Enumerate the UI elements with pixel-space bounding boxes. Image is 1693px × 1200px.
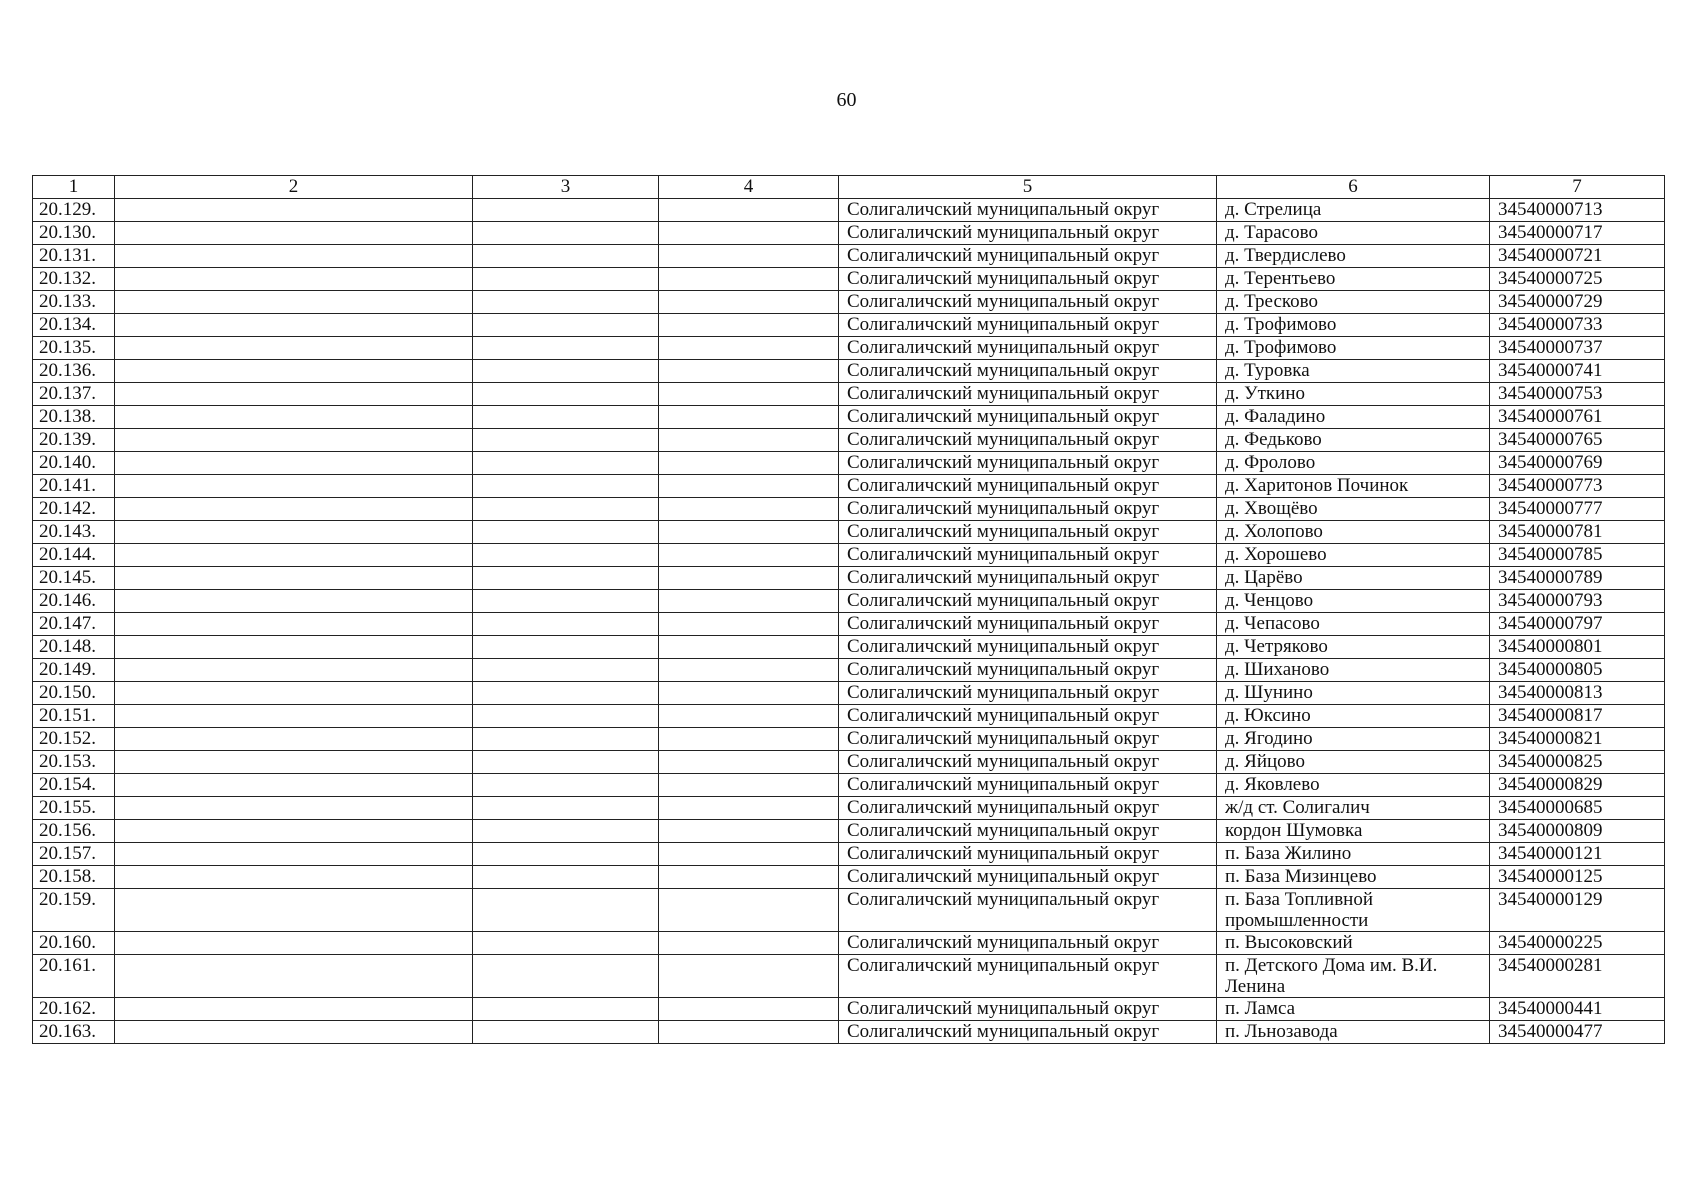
table-row xyxy=(33,498,1665,521)
row-number-cell: 20.153. xyxy=(33,751,115,774)
table-row xyxy=(33,245,1665,268)
municipality-cell: Солигаличский муниципальный округ xyxy=(839,475,1217,498)
oktmo-code-cell: 34540000729 xyxy=(1490,291,1665,314)
settlement-cell: п. База Топливной промышленности xyxy=(1217,889,1490,932)
col4-cell xyxy=(659,797,839,820)
col4-cell xyxy=(659,544,839,567)
row-number-cell: 20.146. xyxy=(33,590,115,613)
col3-cell xyxy=(473,475,659,498)
row-number-cell: 20.135. xyxy=(33,337,115,360)
col2-cell xyxy=(115,728,473,751)
municipality-cell: Солигаличский муниципальный округ xyxy=(839,797,1217,820)
municipality-cell: Солигаличский муниципальный округ xyxy=(839,659,1217,682)
col3-cell xyxy=(473,613,659,636)
oktmo-code-cell: 34540000733 xyxy=(1490,314,1665,337)
table-row xyxy=(33,222,1665,245)
row-number-cell: 20.139. xyxy=(33,429,115,452)
settlement-cell: д. Терентьево xyxy=(1217,268,1490,291)
row-number-cell: 20.130. xyxy=(33,222,115,245)
oktmo-code-cell: 34540000717 xyxy=(1490,222,1665,245)
settlement-cell: д. Фролово xyxy=(1217,452,1490,475)
settlement-cell: д. Стрелица xyxy=(1217,199,1490,222)
settlement-cell: п. Детского Дома им. В.И. Ленина xyxy=(1217,955,1490,998)
col2-cell xyxy=(115,866,473,889)
row-number-cell: 20.134. xyxy=(33,314,115,337)
municipality-cell: Солигаличский муниципальный округ xyxy=(839,544,1217,567)
col3-cell xyxy=(473,314,659,337)
row-number-cell: 20.158. xyxy=(33,866,115,889)
col4-cell xyxy=(659,337,839,360)
table-header xyxy=(33,176,1665,199)
column-header-5: 5 xyxy=(839,176,1217,199)
col3-cell xyxy=(473,682,659,705)
municipality-cell: Солигаличский муниципальный округ xyxy=(839,705,1217,728)
table-row xyxy=(33,429,1665,452)
col4-cell xyxy=(659,998,839,1021)
col4-cell xyxy=(659,383,839,406)
municipality-cell: Солигаличский муниципальный округ xyxy=(839,429,1217,452)
row-number-cell: 20.147. xyxy=(33,613,115,636)
col3-cell xyxy=(473,452,659,475)
col2-cell xyxy=(115,820,473,843)
oktmo-code-cell: 34540000825 xyxy=(1490,751,1665,774)
col4-cell xyxy=(659,932,839,955)
col3-cell xyxy=(473,843,659,866)
col3-cell xyxy=(473,521,659,544)
col2-cell xyxy=(115,360,473,383)
municipality-cell: Солигаличский муниципальный округ xyxy=(839,728,1217,751)
col4-cell xyxy=(659,682,839,705)
municipality-cell: Солигаличский муниципальный округ xyxy=(839,636,1217,659)
settlement-cell: д. Царёво xyxy=(1217,567,1490,590)
col4-cell xyxy=(659,268,839,291)
col2-cell xyxy=(115,314,473,337)
table-row xyxy=(33,544,1665,567)
oktmo-code-cell: 34540000477 xyxy=(1490,1021,1665,1044)
table-row xyxy=(33,452,1665,475)
settlement-cell: д. Ягодино xyxy=(1217,728,1490,751)
settlement-cell: д. Тресково xyxy=(1217,291,1490,314)
col3-cell xyxy=(473,889,659,932)
settlement-cell: п. База Жилино xyxy=(1217,843,1490,866)
col2-cell xyxy=(115,567,473,590)
municipality-cell: Солигаличский муниципальный округ xyxy=(839,1021,1217,1044)
col3-cell xyxy=(473,705,659,728)
row-number-cell: 20.141. xyxy=(33,475,115,498)
table-row xyxy=(33,705,1665,728)
oktmo-code-cell: 34540000125 xyxy=(1490,866,1665,889)
settlement-cell: д. Юксино xyxy=(1217,705,1490,728)
row-number-cell: 20.163. xyxy=(33,1021,115,1044)
municipality-cell: Солигаличский муниципальный округ xyxy=(839,314,1217,337)
municipality-cell: Солигаличский муниципальный округ xyxy=(839,866,1217,889)
col2-cell xyxy=(115,268,473,291)
row-number-cell: 20.157. xyxy=(33,843,115,866)
col2-cell xyxy=(115,659,473,682)
col3-cell xyxy=(473,291,659,314)
table-row xyxy=(33,314,1665,337)
municipality-cell: Солигаличский муниципальный округ xyxy=(839,337,1217,360)
table-row xyxy=(33,636,1665,659)
col4-cell xyxy=(659,843,839,866)
municipality-cell: Солигаличский муниципальный округ xyxy=(839,932,1217,955)
col4-cell xyxy=(659,498,839,521)
municipality-cell: Солигаличский муниципальный округ xyxy=(839,889,1217,932)
col2-cell xyxy=(115,998,473,1021)
table-row xyxy=(33,1021,1665,1044)
column-header-1: 1 xyxy=(33,176,115,199)
settlement-cell: д. Четряково xyxy=(1217,636,1490,659)
col2-cell xyxy=(115,498,473,521)
col4-cell xyxy=(659,590,839,613)
table-row xyxy=(33,682,1665,705)
row-number-cell: 20.148. xyxy=(33,636,115,659)
col3-cell xyxy=(473,498,659,521)
settlement-cell: д. Холопово xyxy=(1217,521,1490,544)
column-header-6: 6 xyxy=(1217,176,1490,199)
col2-cell xyxy=(115,452,473,475)
row-number-cell: 20.151. xyxy=(33,705,115,728)
municipality-cell: Солигаличский муниципальный округ xyxy=(839,199,1217,222)
table-row xyxy=(33,774,1665,797)
col3-cell xyxy=(473,955,659,998)
table-row xyxy=(33,291,1665,314)
municipality-cell: Солигаличский муниципальный округ xyxy=(839,383,1217,406)
settlement-cell: кордон Шумовка xyxy=(1217,820,1490,843)
municipality-cell: Солигаличский муниципальный округ xyxy=(839,955,1217,998)
column-header-2: 2 xyxy=(115,176,473,199)
col2-cell xyxy=(115,291,473,314)
col4-cell xyxy=(659,636,839,659)
table-row xyxy=(33,659,1665,682)
row-number-cell: 20.129. xyxy=(33,199,115,222)
settlement-cell: п. Высоковский xyxy=(1217,932,1490,955)
header-row xyxy=(33,176,1665,199)
col2-cell xyxy=(115,843,473,866)
col3-cell xyxy=(473,636,659,659)
row-number-cell: 20.142. xyxy=(33,498,115,521)
col4-cell xyxy=(659,475,839,498)
col2-cell xyxy=(115,889,473,932)
row-number-cell: 20.159. xyxy=(33,889,115,932)
col2-cell xyxy=(115,613,473,636)
row-number-cell: 20.145. xyxy=(33,567,115,590)
row-number-cell: 20.133. xyxy=(33,291,115,314)
row-number-cell: 20.150. xyxy=(33,682,115,705)
col4-cell xyxy=(659,360,839,383)
oktmo-code-cell: 34540000781 xyxy=(1490,521,1665,544)
col4-cell xyxy=(659,521,839,544)
col4-cell xyxy=(659,567,839,590)
municipality-cell: Солигаличский муниципальный округ xyxy=(839,774,1217,797)
settlement-cell: д. Яковлево xyxy=(1217,774,1490,797)
oktmo-code-cell: 34540000737 xyxy=(1490,337,1665,360)
settlement-cell: д. Трофимово xyxy=(1217,314,1490,337)
col2-cell xyxy=(115,774,473,797)
col2-cell xyxy=(115,797,473,820)
col4-cell xyxy=(659,659,839,682)
settlement-cell: ж/д ст. Солигалич xyxy=(1217,797,1490,820)
table-row xyxy=(33,751,1665,774)
settlement-cell: д. Хорошево xyxy=(1217,544,1490,567)
row-number-cell: 20.144. xyxy=(33,544,115,567)
settlement-cell: п. Ламса xyxy=(1217,998,1490,1021)
oktmo-code-cell: 34540000121 xyxy=(1490,843,1665,866)
municipality-cell: Солигаличский муниципальный округ xyxy=(839,406,1217,429)
municipality-cell: Солигаличский муниципальный округ xyxy=(839,222,1217,245)
col3-cell xyxy=(473,774,659,797)
col4-cell xyxy=(659,613,839,636)
col4-cell xyxy=(659,1021,839,1044)
oktmo-code-cell: 34540000441 xyxy=(1490,998,1665,1021)
table-row xyxy=(33,268,1665,291)
settlement-cell: д. Трофимово xyxy=(1217,337,1490,360)
settlement-cell: д. Ченцово xyxy=(1217,590,1490,613)
col2-cell xyxy=(115,245,473,268)
col3-cell xyxy=(473,820,659,843)
oktmo-code-cell: 34540000785 xyxy=(1490,544,1665,567)
row-number-cell: 20.149. xyxy=(33,659,115,682)
col3-cell xyxy=(473,866,659,889)
col4-cell xyxy=(659,889,839,932)
col4-cell xyxy=(659,955,839,998)
oktmo-code-cell: 34540000725 xyxy=(1490,268,1665,291)
municipality-cell: Солигаличский муниципальный округ xyxy=(839,682,1217,705)
row-number-cell: 20.140. xyxy=(33,452,115,475)
oktmo-code-cell: 34540000789 xyxy=(1490,567,1665,590)
oktmo-code-cell: 34540000773 xyxy=(1490,475,1665,498)
row-number-cell: 20.132. xyxy=(33,268,115,291)
col3-cell xyxy=(473,544,659,567)
col3-cell xyxy=(473,1021,659,1044)
col2-cell xyxy=(115,590,473,613)
oktmo-code-cell: 34540000225 xyxy=(1490,932,1665,955)
table-row xyxy=(33,521,1665,544)
col4-cell xyxy=(659,291,839,314)
col4-cell xyxy=(659,705,839,728)
oktmo-code-cell: 34540000753 xyxy=(1490,383,1665,406)
col2-cell xyxy=(115,636,473,659)
oktmo-code-cell: 34540000809 xyxy=(1490,820,1665,843)
row-number-cell: 20.143. xyxy=(33,521,115,544)
settlement-cell: д. Чепасово xyxy=(1217,613,1490,636)
col4-cell xyxy=(659,820,839,843)
municipality-cell: Солигаличский муниципальный округ xyxy=(839,268,1217,291)
col4-cell xyxy=(659,199,839,222)
municipality-cell: Солигаличский муниципальный округ xyxy=(839,360,1217,383)
settlement-cell: п. Льнозавода xyxy=(1217,1021,1490,1044)
col3-cell xyxy=(473,659,659,682)
municipality-cell: Солигаличский муниципальный округ xyxy=(839,843,1217,866)
column-header-7: 7 xyxy=(1490,176,1665,199)
col4-cell xyxy=(659,452,839,475)
col4-cell xyxy=(659,728,839,751)
col3-cell xyxy=(473,932,659,955)
oktmo-code-cell: 34540000765 xyxy=(1490,429,1665,452)
col3-cell xyxy=(473,383,659,406)
col3-cell xyxy=(473,590,659,613)
table-row xyxy=(33,406,1665,429)
oktmo-code-cell: 34540000813 xyxy=(1490,682,1665,705)
oktmo-code-cell: 34540000793 xyxy=(1490,590,1665,613)
oktmo-code-cell: 34540000797 xyxy=(1490,613,1665,636)
table-row xyxy=(33,567,1665,590)
row-number-cell: 20.156. xyxy=(33,820,115,843)
col2-cell xyxy=(115,199,473,222)
settlement-cell: д. Фаладино xyxy=(1217,406,1490,429)
settlement-cell: д. Хвощёво xyxy=(1217,498,1490,521)
settlement-cell: д. Твердислево xyxy=(1217,245,1490,268)
municipality-cell: Солигаличский муниципальный округ xyxy=(839,590,1217,613)
municipality-cell: Солигаличский муниципальный округ xyxy=(839,820,1217,843)
column-header-3: 3 xyxy=(473,176,659,199)
col3-cell xyxy=(473,797,659,820)
oktmo-code-cell: 34540000829 xyxy=(1490,774,1665,797)
settlement-cell: д. Уткино xyxy=(1217,383,1490,406)
col4-cell xyxy=(659,866,839,889)
col2-cell xyxy=(115,955,473,998)
row-number-cell: 20.138. xyxy=(33,406,115,429)
row-number-cell: 20.160. xyxy=(33,932,115,955)
col3-cell xyxy=(473,567,659,590)
settlement-cell: д. Шунино xyxy=(1217,682,1490,705)
col3-cell xyxy=(473,199,659,222)
col4-cell xyxy=(659,774,839,797)
col4-cell xyxy=(659,751,839,774)
table-row xyxy=(33,932,1665,955)
row-number-cell: 20.136. xyxy=(33,360,115,383)
col2-cell xyxy=(115,337,473,360)
settlement-cell: п. База Мизинцево xyxy=(1217,866,1490,889)
col3-cell xyxy=(473,751,659,774)
col3-cell xyxy=(473,245,659,268)
col2-cell xyxy=(115,222,473,245)
column-header-4: 4 xyxy=(659,176,839,199)
oktmo-code-cell: 34540000129 xyxy=(1490,889,1665,932)
row-number-cell: 20.162. xyxy=(33,998,115,1021)
municipality-cell: Солигаличский муниципальный округ xyxy=(839,291,1217,314)
oktmo-code-cell: 34540000801 xyxy=(1490,636,1665,659)
municipality-cell: Солигаличский муниципальный округ xyxy=(839,567,1217,590)
table-row xyxy=(33,820,1665,843)
row-number-cell: 20.131. xyxy=(33,245,115,268)
oktmo-code-cell: 34540000777 xyxy=(1490,498,1665,521)
settlement-cell: д. Федьково xyxy=(1217,429,1490,452)
col4-cell xyxy=(659,429,839,452)
municipality-cell: Солигаличский муниципальный округ xyxy=(839,498,1217,521)
col3-cell xyxy=(473,998,659,1021)
table-row xyxy=(33,383,1665,406)
col3-cell xyxy=(473,337,659,360)
table-row xyxy=(33,955,1665,998)
settlement-cell: д. Яйцово xyxy=(1217,751,1490,774)
settlement-cell: д. Харитонов Починок xyxy=(1217,475,1490,498)
oktmo-code-cell: 34540000821 xyxy=(1490,728,1665,751)
col2-cell xyxy=(115,705,473,728)
col3-cell xyxy=(473,360,659,383)
oktmo-code-cell: 34540000761 xyxy=(1490,406,1665,429)
table-body xyxy=(33,199,1665,1044)
settlement-cell: д. Туровка xyxy=(1217,360,1490,383)
col2-cell xyxy=(115,751,473,774)
col4-cell xyxy=(659,245,839,268)
table-row xyxy=(33,590,1665,613)
col4-cell xyxy=(659,406,839,429)
col2-cell xyxy=(115,932,473,955)
oktmo-code-cell: 34540000685 xyxy=(1490,797,1665,820)
col2-cell xyxy=(115,429,473,452)
row-number-cell: 20.154. xyxy=(33,774,115,797)
table-row xyxy=(33,866,1665,889)
table-row xyxy=(33,360,1665,383)
table-row xyxy=(33,613,1665,636)
table-row xyxy=(33,475,1665,498)
municipality-cell: Солигаличский муниципальный округ xyxy=(839,613,1217,636)
table-row xyxy=(33,199,1665,222)
oktmo-code-cell: 34540000713 xyxy=(1490,199,1665,222)
col3-cell xyxy=(473,429,659,452)
col3-cell xyxy=(473,222,659,245)
municipality-cell: Солигаличский муниципальный округ xyxy=(839,245,1217,268)
settlement-cell: д. Шиханово xyxy=(1217,659,1490,682)
table-row xyxy=(33,889,1665,932)
municipality-cell: Солигаличский муниципальный округ xyxy=(839,452,1217,475)
oktmo-code-cell: 34540000721 xyxy=(1490,245,1665,268)
col3-cell xyxy=(473,406,659,429)
table-row xyxy=(33,843,1665,866)
table-row xyxy=(33,998,1665,1021)
oktmo-code-cell: 34540000741 xyxy=(1490,360,1665,383)
col2-cell xyxy=(115,406,473,429)
col2-cell xyxy=(115,544,473,567)
settlements-table xyxy=(32,175,1665,1044)
col3-cell xyxy=(473,268,659,291)
row-number-cell: 20.161. xyxy=(33,955,115,998)
oktmo-code-cell: 34540000805 xyxy=(1490,659,1665,682)
oktmo-code-cell: 34540000817 xyxy=(1490,705,1665,728)
oktmo-code-cell: 34540000281 xyxy=(1490,955,1665,998)
municipality-cell: Солигаличский муниципальный округ xyxy=(839,998,1217,1021)
oktmo-code-cell: 34540000769 xyxy=(1490,452,1665,475)
col4-cell xyxy=(659,222,839,245)
table-row xyxy=(33,337,1665,360)
municipality-cell: Солигаличский муниципальный округ xyxy=(839,751,1217,774)
settlement-cell: д. Тарасово xyxy=(1217,222,1490,245)
row-number-cell: 20.137. xyxy=(33,383,115,406)
row-number-cell: 20.152. xyxy=(33,728,115,751)
municipality-cell: Солигаличский муниципальный округ xyxy=(839,521,1217,544)
col2-cell xyxy=(115,383,473,406)
col2-cell xyxy=(115,475,473,498)
col2-cell xyxy=(115,682,473,705)
row-number-cell: 20.155. xyxy=(33,797,115,820)
col2-cell xyxy=(115,1021,473,1044)
col2-cell xyxy=(115,521,473,544)
col3-cell xyxy=(473,728,659,751)
table-row xyxy=(33,728,1665,751)
col4-cell xyxy=(659,314,839,337)
page-number: 60 xyxy=(836,89,857,111)
table-row xyxy=(33,797,1665,820)
